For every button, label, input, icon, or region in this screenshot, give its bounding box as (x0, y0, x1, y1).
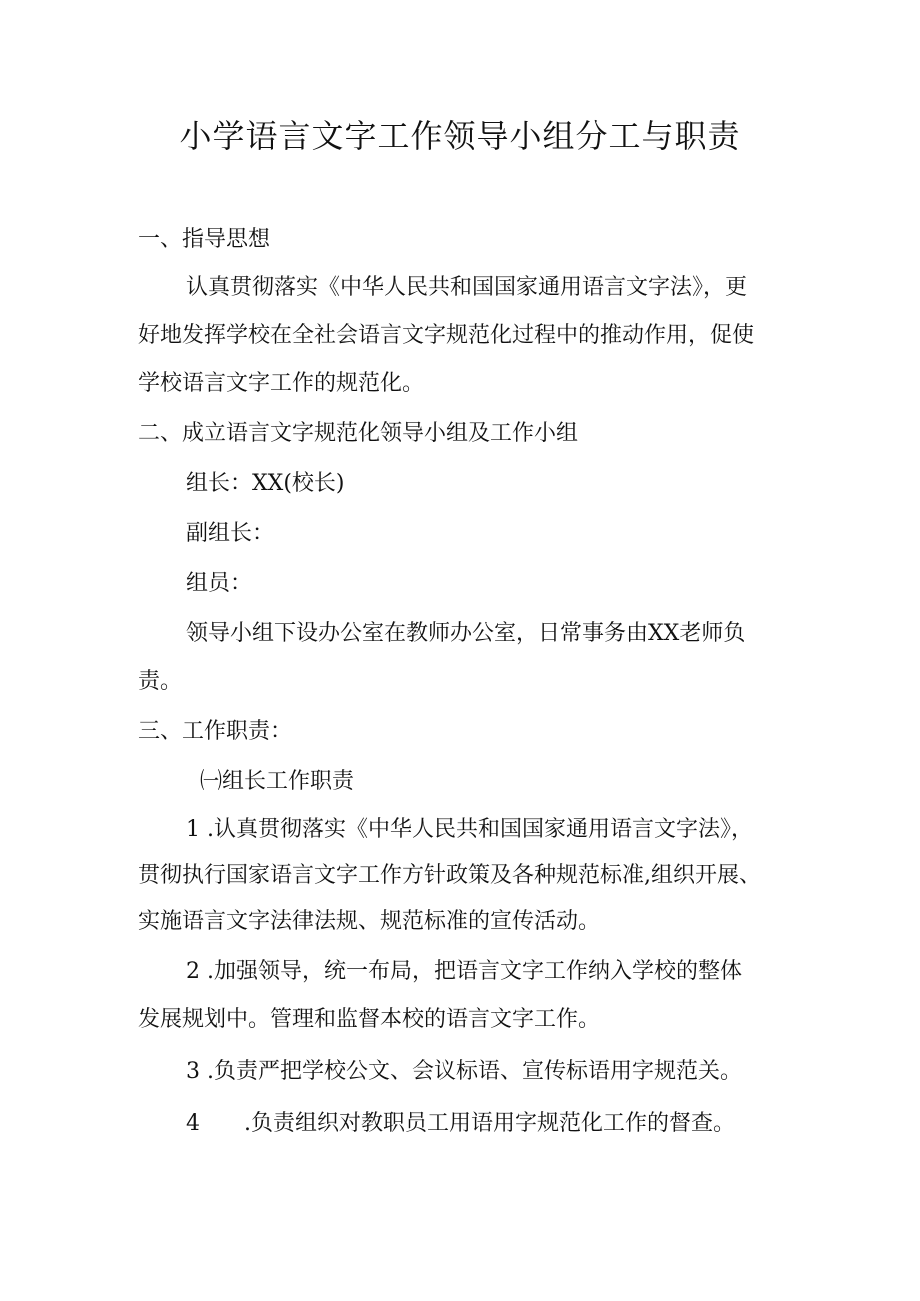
paragraph-line: 责。 (138, 669, 183, 694)
section-heading-duties: 三、工作职责： (138, 719, 293, 744)
paragraph-line: 贯彻执行国家语言文字工作方针政策及各种规范标准,组织开展、 (138, 863, 761, 888)
section-heading-guiding-thought: 一、指导思想 (138, 227, 271, 252)
paragraph-line: 实施语言文字法律法规、规范标准的宣传活动。 (138, 909, 601, 934)
paragraph-line: 发展规划中。管理和监督本校的语言文字工作。 (138, 1007, 601, 1032)
paragraph-line: 领导小组下设办公室在教师办公室，日常事务由XX老师负 (186, 621, 746, 646)
duty-item-3: 3 .负责严把学校公文、会议标语、宣传标语用字规范关。 (186, 1059, 742, 1084)
duty-item-1: 1 .认真贯彻落实《中华人民共和国国家通用语言文字法》， (186, 817, 753, 842)
document-title: 小学语言文字工作领导小组分工与职责 (179, 117, 741, 155)
deputy-leader-line: 副组长： (186, 521, 275, 546)
subsection-heading-leader-duties: ㈠组长工作职责 (200, 769, 355, 794)
paragraph-line: 学校语言文字工作的规范化。 (138, 371, 425, 396)
members-line: 组员： (186, 571, 253, 596)
paragraph-line: 认真贯彻落实《中华人民共和国国家通用语言文字法》，更 (186, 275, 748, 300)
section-heading-establish-group: 二、成立语言文字规范化领导小组及工作小组 (138, 421, 579, 446)
group-leader-line: 组长：XX(校长) (186, 471, 345, 496)
duty-item-2: 2 .加强领导，统一布局，把语言文字工作纳入学校的整体 (186, 959, 742, 984)
paragraph-line: 好地发挥学校在全社会语言文字规范化过程中的推动作用，促使 (138, 323, 755, 348)
duty-item-4: 4 .负责组织对教职员工用语用字规范化工作的督查。 (186, 1111, 735, 1136)
